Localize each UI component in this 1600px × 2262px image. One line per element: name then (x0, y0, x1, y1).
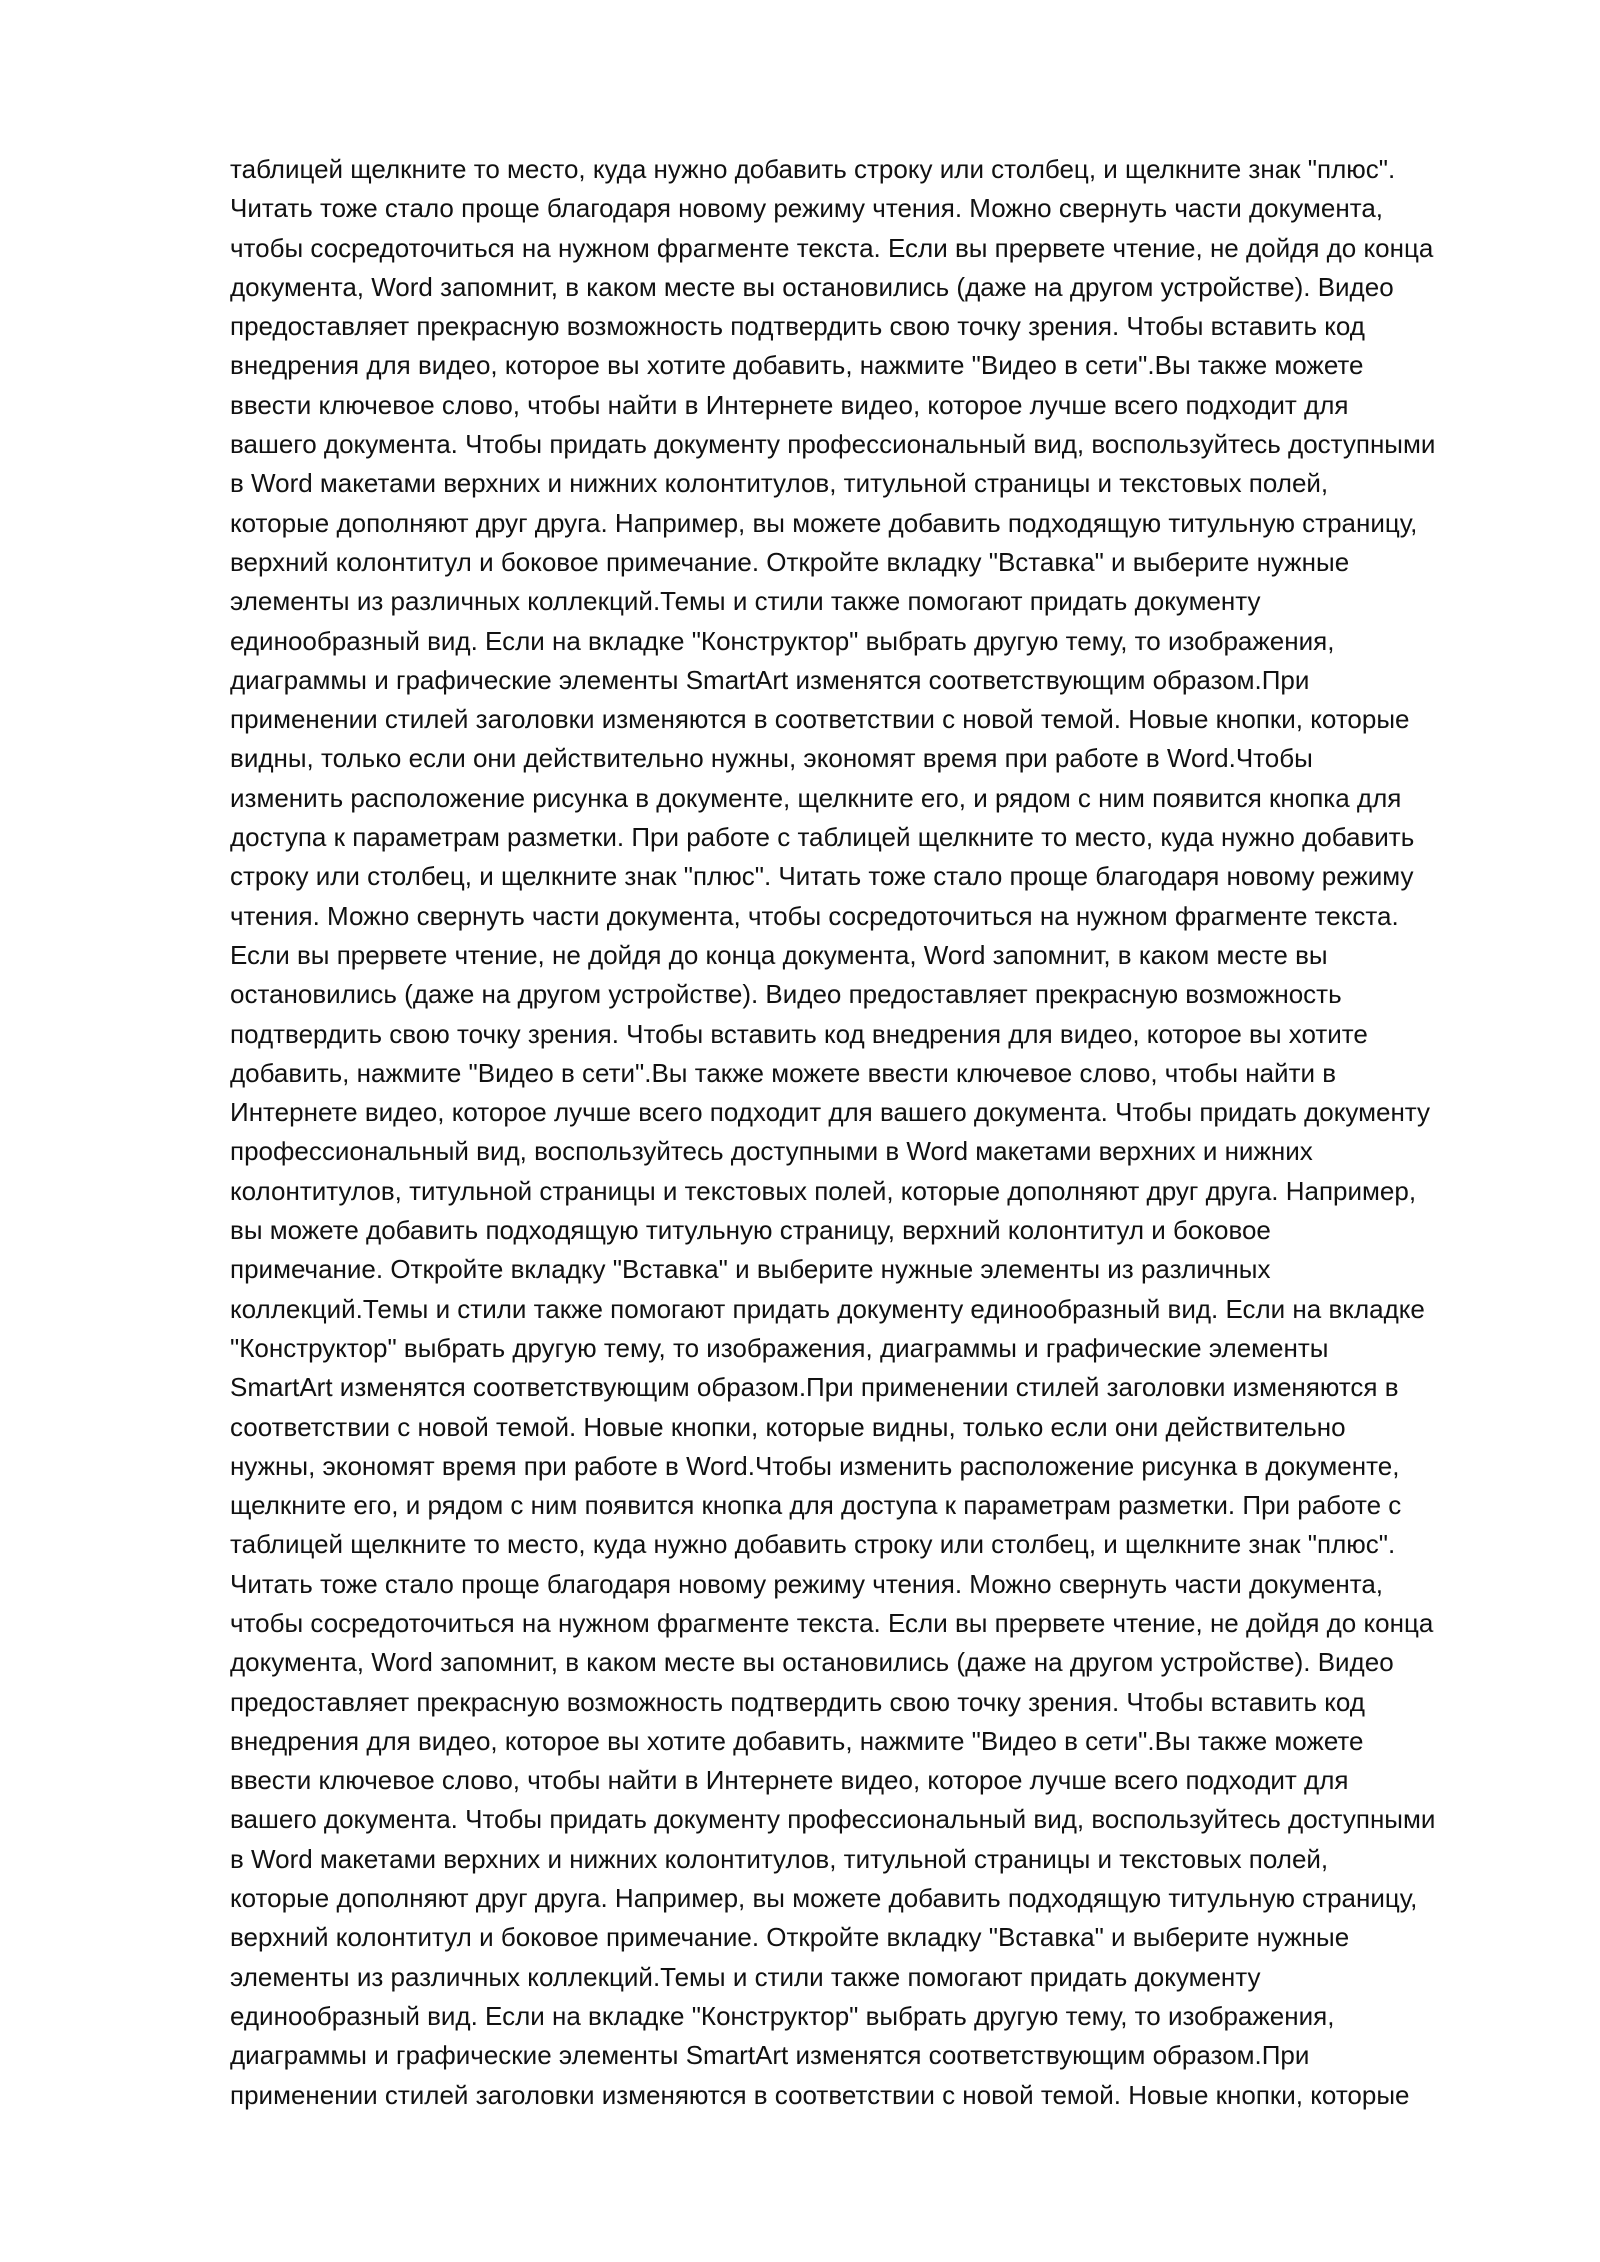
text-line: единообразный вид. Если на вкладке "Конструктор" выбрать другую тему, то изображения, (230, 625, 1335, 656)
text-line: соответствии с новой темой. Новые кнопки, которые видны, только если они действительно (230, 1411, 1346, 1442)
text-line: в Word макетами верхних и нижних колонтитулов, титульной страницы и текстовых полей, (230, 1843, 1329, 1874)
text-line: в Word макетами верхних и нижних колонтитулов, титульной страницы и текстовых полей, (230, 468, 1329, 499)
text-line: профессиональный вид, воспользуйтесь доступными в Word макетами верхних и нижних (230, 1136, 1313, 1167)
text-line: элементы из различных коллекций.Темы и стили также помогают придать документу (230, 1961, 1261, 1992)
text-line: нужны, экономят время при работе в Word.Чтобы изменить расположение рисунка в документе, (230, 1450, 1400, 1481)
text-line: Если вы прервете чтение, не дойдя до конца документа, Word запомнит, в каком месте вы (230, 939, 1328, 970)
text-line: таблицей щелкните то место, куда нужно добавить строку или столбец, и щелкните знак "плюс". (230, 1529, 1396, 1560)
text-line: колонтитулов, титульной страницы и текстовых полей, которые дополняют друг друга. Например, (230, 1175, 1417, 1206)
text-line: вашего документа. Чтобы придать документу профессиональный вид, воспользуйтесь доступными (230, 429, 1436, 460)
text-line: чтобы сосредоточиться на нужном фрагменте текста. Если вы прервете чтение, не дойдя до конца (230, 1607, 1434, 1638)
text-line: предоставляет прекрасную возможность подтвердить свою точку зрения. Чтобы вставить код (230, 1686, 1365, 1717)
text-line: чтобы сосредоточиться на нужном фрагменте текста. Если вы прервете чтение, не дойдя до конца (230, 232, 1434, 263)
text-line: внедрения для видео, которое вы хотите добавить, нажмите "Видео в сети".Вы также можете (230, 1725, 1364, 1756)
text-line: внедрения для видео, которое вы хотите добавить, нажмите "Видео в сети".Вы также можете (230, 350, 1364, 381)
text-line: щелкните его, и рядом с ним появится кнопка для доступа к параметрам разметки. При работе с (230, 1490, 1402, 1521)
body-text (230, 150, 1500, 2115)
text-line: SmartArt изменятся соответствующим образом.При применении стилей заголовки изменяются в (230, 1372, 1399, 1403)
text-line: применении стилей заголовки изменяются в соответствии с новой темой. Новые кнопки, которые (230, 704, 1410, 735)
text-line: единообразный вид. Если на вкладке "Конструктор" выбрать другую тему, то изображения, (230, 2000, 1335, 2031)
text-line: изменить расположение рисунка в документе, щелкните его, и рядом с ним появится кнопка для (230, 782, 1402, 813)
text-line: остановились (даже на другом устройстве). Видео предоставляет прекрасную возможность (230, 979, 1342, 1010)
text-line: которые дополняют друг друга. Например, вы можете добавить подходящую титульную страницу, (230, 507, 1418, 538)
text-line: добавить, нажмите "Видео в сети".Вы также можете ввести ключевое слово, чтобы найти в (230, 1057, 1337, 1088)
text-line: документа, Word запомнит, в каком месте вы остановились (даже на другом устройстве). Видео (230, 1647, 1394, 1678)
text-line: вашего документа. Чтобы придать документу профессиональный вид, воспользуйтесь доступными (230, 1804, 1436, 1835)
text-line: ввести ключевое слово, чтобы найти в Интернете видео, которое лучше всего подходит для (230, 389, 1349, 420)
text-line: видны, только если они действительно нужны, экономят время при работе в Word.Чтобы (230, 743, 1313, 774)
text-line: Читать тоже стало проще благодаря новому режиму чтения. Можно свернуть части документа, (230, 193, 1384, 224)
text-line: строку или столбец, и щелкните знак "плюс". Читать тоже стало проще благодаря новому режиму (230, 861, 1414, 892)
text-line: чтения. Можно свернуть части документа, чтобы сосредоточиться на нужном фрагменте текста. (230, 900, 1399, 931)
text-line: элементы из различных коллекций.Темы и стили также помогают придать документу (230, 586, 1261, 617)
text-line: коллекций.Темы и стили также помогают придать документу единообразный вид. Если на вкладке (230, 1293, 1425, 1324)
text-line: Интернете видео, которое лучше всего подходит для вашего документа. Чтобы придать документу (230, 1097, 1431, 1128)
text-line: которые дополняют друг друга. Например, вы можете добавить подходящую титульную страницу, (230, 1883, 1418, 1914)
text-line: ввести ключевое слово, чтобы найти в Интернете видео, которое лучше всего подходит для (230, 1765, 1349, 1796)
text-line: таблицей щелкните то место, куда нужно добавить строку или столбец, и щелкните знак "плюс". (230, 154, 1396, 184)
text-line: диаграммы и графические элементы SmartArt изменятся соответствующим образом.При (230, 2040, 1310, 2071)
text-line: верхний колонтитул и боковое примечание. Откройте вкладку "Вставка" и выберите нужные (230, 1922, 1350, 1953)
text-line: предоставляет прекрасную возможность подтвердить свою точку зрения. Чтобы вставить код (230, 311, 1365, 342)
text-line: диаграммы и графические элементы SmartArt изменятся соответствующим образом.При (230, 664, 1310, 695)
text-line: Читать тоже стало проще благодаря новому режиму чтения. Можно свернуть части документа, (230, 1568, 1384, 1599)
text-line: вы можете добавить подходящую титульную страницу, верхний колонтитул и боковое (230, 1215, 1271, 1246)
text-line: "Конструктор" выбрать другую тему, то изображения, диаграммы и графические элементы (230, 1332, 1329, 1363)
text-line: подтвердить свою точку зрения. Чтобы вставить код внедрения для видео, которое вы хотите (230, 1018, 1368, 1049)
text-line: документа, Word запомнит, в каком месте вы остановились (даже на другом устройстве). Видео (230, 271, 1394, 302)
text-line: верхний колонтитул и боковое примечание. Откройте вкладку "Вставка" и выберите нужные (230, 546, 1350, 577)
text-line: применении стилей заголовки изменяются в соответствии с новой темой. Новые кнопки, которые (230, 2079, 1410, 2110)
text-line: доступа к параметрам разметки. При работе с таблицей щелкните то место, куда нужно добавить (230, 822, 1415, 853)
text-line: примечание. Откройте вкладку "Вставка" и выберите нужные элементы из различных (230, 1254, 1271, 1285)
